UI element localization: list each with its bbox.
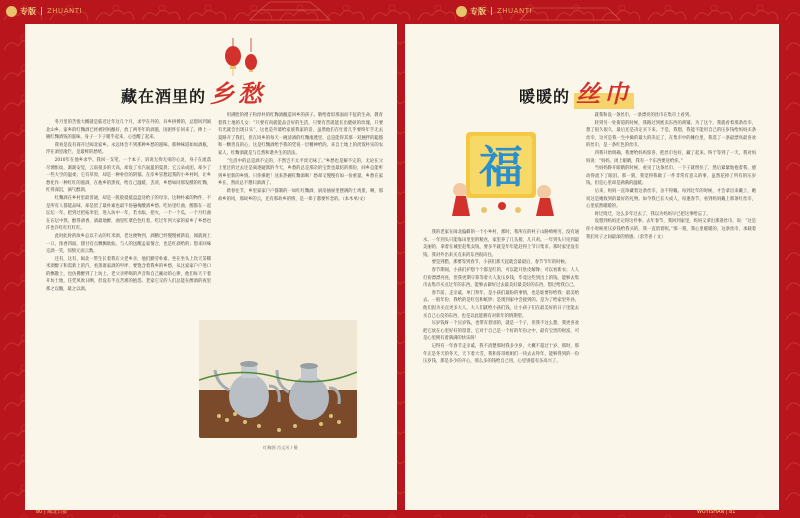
paragraph: 春节前，走亲戚，单门拜年，是小孩们最盼的事情，也是谁要你给我：最美给去。一般年份，我给的是红包和纸钞；是现到家中会接到的。是为了给家里外孙，他们因为买点更多大人，大人们就给小孩们钱，让小孩子们在最美好的日子里能去买自己心仪的东西，也是以此能拥有对新年的情期望。 [423, 290, 579, 319]
section-tag-en: ZHUANTI [497, 7, 533, 15]
paragraph: 还有，这有，闽北一带生长着我在父老乡亲，他们勤劳朴素，坐在坐头上饮天茶糯米酒醇子和需新上的汽，看蒸谁家酒的甲坪，要饱含着我乡的乡愁，从这家家户户进口的飘散上，也仿佛醉到了上坊上。老父亲呼喝的声音和自己碗动的心律，他们每天干着开坊土地，任凭风吹日晒，但没有半点苦难的抱怨。老家它交的人们总能在醉酒的夜里那之以酿，最之以酒。 [46, 256, 211, 293]
article-title [121, 74, 266, 109]
paragraph: 我看是没有商开过闽北家乡。永远体会不到那种乡愁的滋味。那种味道如如酒瓶，浮在酒里滚烂，是最鲜的愁绪。 [46, 142, 211, 156]
paragraph: 我的老家在闽北偏僻的一个小乡村，那时，我所在的村子山路崎岖穷，没有通水。一年到头只能靠田里里的粮食，家里养了几头猪、几只鸡。一年到头只见到最美丽的，拿着在城里赶集卖钱，要多半就是年年能赶得上节日集市。那时家里没有钱，我对外出来买点来的东西很向往。 [423, 230, 579, 258]
fu-character-illustration [448, 130, 556, 216]
paragraph: 新春往节，乡里家家户户都制的一如红红麴酒，厨房抽屉里摆满的土鸡蛋，啊，那故乡的风，那故乡的云，还有那故乡的情，是一辈子都要怀念的。（本木单/文） [218, 188, 383, 202]
paragraph: 用满脸的褶子和淳朴的红麴酒酿造回乡的孩子。敬给着似那面而不征的生命，教育着我土地的儿女：“只要有肉就能品尝好的生活，只要有营就能长出健硕的玫瑰，只要有光就会出现日头”，这也是外婆给家族我家的话，虽然他们在忙着几乎要终年手无去夏路开了我们，但在同乡的每天一碗清酒的红麴滚透里，总是能得其那一双翘拌的聪豁和一颗善良的心，这是红麴酒给予我的凭说一层精神给的。来自土地上的淡饭朴实的农家人，红麴酒就是与自然和谐共生的活法。 [218, 113, 383, 156]
paragraph: “生活中的总是酒不完的，不然岂不太平淡无味了。”乡愁也是解不完的，无论在父土里过的过去还是离逐疑派的今天，乡愁的总是那杂的宝贵也最陪的那份，回乡总能听到乡里新的乡情。只你乘吧！送来热碗红麴酒喝！愁却又慢慢有如一份重量，乡愁在家乡在，然而总不想归酒酒了。 [218, 158, 383, 187]
fu-character: 福 [479, 142, 523, 193]
paragraph: 四我开始明确，我要给妈妈惊喜，把丝巾包好，藏了起来。终于等到了一天，我对妈妈说：“妈妈，闭上眼睛，我有一个东西要送给你。” [586, 150, 756, 164]
article-column-2 [586, 112, 756, 502]
paragraph: 后来，妈妈一直珍藏着这条丝巾，舍不得戴。每到过年的时候，才会拿出来戴上，她说这是她收到的最好的礼物。如今我已长大成人，每逢春节，看到妈妈戴上那条红丝巾，心里依然暖暖的。 [586, 188, 756, 210]
magazine-logo-icon [456, 6, 467, 17]
paragraph: 就我和没一条丝巾，一条漂亮的丝巾在集市上看到。 [594, 113, 694, 118]
wine-pots-image [199, 320, 357, 438]
article-column-2 [218, 112, 383, 337]
tag-divider [491, 7, 492, 15]
title-main: 暖暖的 [519, 87, 571, 106]
paragraph: 此时此时的故乡总以千去的红米酒，老这便物到，酒精已经慢慢被新追，闻就观上一口，浓香四溢，甜甘有点飘飘欲仙。与人的送醒孟家情合，也是红酒给的；想来回味完酒一笑，惊愤元而云数。 [46, 233, 211, 255]
paragraph: 记得有一年春节走亲戚，我不清楚那时我多少岁，大概不超过十岁。那时，那年正是冬天的冬天，天下着大雪，我和哥哥姐姐们一块去去拜年，能够得到的一份压岁钱，那是多少的开心，那么多的钱给自己用，心里别提有多高兴了。 [423, 343, 579, 365]
right-page [405, 24, 779, 510]
section-tag-cn: 专版 [470, 6, 486, 16]
paragraph: 红麴酒在乡村里最普通，却是一般般抵抵盘盘送给子的母亲。这种朴素的物件，不是所有人都能品味，却是留了最朴素也最不俗悬梅酸酒乡愁。吃坊里红曲，醇都在一起坛坛一年。把到过把拓米里，进入坊中一年，若水酝，把火，一个一个瓜，一个月红曲在在坛中熬，醇得酒香，酒最地醉，曲里红菜色色红着，吃过年到大家的家乡了乡愁也许也许红红红红红。 [46, 195, 211, 232]
article-column-1 [46, 119, 211, 497]
paragraph: 压岁钱呀一个压岁钱。也带有着别的，就是一个子，但我不这么想，我更喜欢把它放在心里好好的留着，它对于自己是一个好的年份之中，最有宝贵的财富，可是心里拥有着满满的快乐呀！ [423, 321, 579, 342]
title-main: 藏在酒里的 [121, 87, 207, 106]
paragraph: 没想到妈妈还记得这件事。去年春节，我回到家里，妈妈又拿出那条丝巾，说：“这是你小时候用压岁钱给我买的，我一直留着呢。”那一刻，我心里暖暖的，这条丝巾，承载着我们母子之间最深的情感。（余芳喜 / 文） [586, 219, 756, 240]
page-footer-right: WUYISHAN | 81 [697, 509, 736, 515]
paragraph: 要是到腊，那要等到春节，小孩们那天起就会最最后，春节节年的时候。 [431, 260, 570, 266]
magazine-logo-icon [6, 6, 17, 17]
paragraph: 冬月里的苦悦大概就是临近过年这几个月，求学在外的、异乡拼搏的，总想回到闽北山乡。家乡的红麴酒已经被阿妈酿好，放了两冬年的酒滋，国困怀仔回来了。捧上一碗红麴酒钱的滋味，身子一下子暖乎起来，心也醒了起来。 [46, 120, 211, 141]
left-page [25, 24, 397, 510]
article-column-1 [423, 229, 579, 501]
paragraph: 2010年在他乡求学。我回一支笔，一个本子，诉说无拘无束的心灵，身子在流落尽惆怅纹，渐渐安觉，云南很多的天高，却没了水汽氤氲的夏晨；它云朵成团，却少了一些大空的温柔；它有草原，却是一种朴俭的阴郁。在岸乡冒想起我的小乡村呵，让乡愁化作一种红红的滋酒，在他乡的黑夜，给自己温暖、丢淡、乡愁如同那发酵的红麴，红得深沉，滴气醇酒。 [46, 157, 211, 194]
title-accent: 乡愁 [210, 79, 267, 108]
article-title [519, 74, 634, 109]
left-section-tag [6, 0, 82, 22]
tag-divider [41, 7, 42, 15]
section-tag-en: ZHUANTI [47, 7, 83, 15]
right-section-tag [456, 0, 532, 22]
wine-photo [199, 320, 357, 438]
paragraph: 转到另一处街道的时候，我路过到底卖东西的商铺。为了这个，我就看着那条丝巾，想了很久很久，最后还是决定买下来。于是，我想，我能不能用自己的压岁钱给妈妈买条丝巾，这可是我一生中做的最大的决定了，在集市中的摊位里，我选了一条最漂亮最喜欢的丝巾，是一条红色的丝巾。 [586, 120, 756, 149]
page-footer-left: 80 | 闽北日报 [36, 509, 68, 515]
paragraph: 时过境迁，这么多年过去了，我以为妈妈早已把这事给忘了。 [594, 211, 711, 217]
paragraph: 春节期间，小孩们护想个个都是红的，可以能开肚皮解馋；可以看新衣；人人打扮漂漂亮亮，但我更期守算等着大人发压岁钱，毕竟这些到出上的钱，能够去集市去集市买点过年的东西。能够去做好过去最美好最美好的东西，想过给我自己。 [423, 267, 579, 289]
title-accent: 丝巾 [574, 74, 634, 109]
photo-caption: 红麴酒 肖文风 / 摄 [263, 445, 298, 450]
section-tag-cn: 专版 [20, 6, 36, 16]
paragraph: 当妈妈睁开眼睛的时候，看见了这条丝巾，一下子就愣住了，然后紧紧地抱着我，感动得流下了眼泪。那一刻，我觉得我做了一件非常有意义的事，虽然花掉了所有的压岁钱，但是心里却是满满的温暖。 [586, 166, 756, 187]
